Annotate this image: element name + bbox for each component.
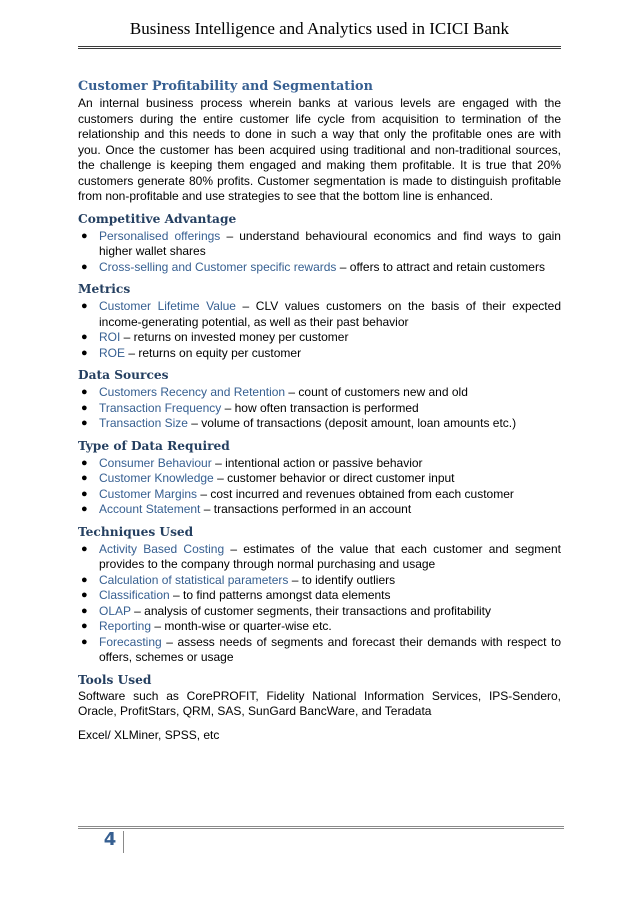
bullet-icon: ● bbox=[81, 456, 88, 469]
list-item-desc: – month-wise or quarter-wise etc. bbox=[151, 619, 332, 633]
footer-divider bbox=[123, 831, 124, 853]
bullet-icon: ● bbox=[81, 503, 88, 515]
list-item bbox=[78, 456, 561, 472]
bullet-icon: ● bbox=[81, 635, 88, 648]
tools-paragraph-secondary: Excel/ XLMiner, SPSS, etc bbox=[78, 727, 220, 742]
section-heading: Type of Data Required bbox=[78, 438, 230, 453]
bullet-icon: ● bbox=[81, 346, 88, 359]
list-item bbox=[78, 401, 561, 417]
intro-paragraph: An internal business process wherein banks at various levels are engaged with the customers during the entire customer life cycle from acquisition to termination of the relationship and this needs to done in such a way that only the profitable ones are with you. Once the customer has been acquired using traditional and non-traditional sources, the challenge is keeping them engaged and making them profitable. It is true that 20% customers generate 80% profits. Customer segmentation is made to distinguish profitable from non-profitable and use strategies to see that the bottom line is enhanced. bbox=[78, 96, 561, 203]
list-item bbox=[78, 502, 561, 518]
bullet-icon: ● bbox=[81, 386, 88, 398]
list-item-desc: – estimates of the value that each customer and segment provides to the company through normal purchasing and usage bbox=[99, 541, 561, 571]
bullet-icon: ● bbox=[81, 331, 88, 343]
bullet-list bbox=[78, 299, 561, 361]
bullet-icon: ● bbox=[81, 401, 88, 414]
list-item-term: Reporting bbox=[99, 619, 152, 633]
running-header: Business Intelligence and Analytics used in ICICI Bank bbox=[129, 19, 510, 38]
bullet-icon: ● bbox=[81, 472, 88, 484]
list-item bbox=[78, 542, 561, 573]
list-item bbox=[78, 573, 561, 589]
list-item bbox=[78, 635, 561, 666]
list-item-term: ROI bbox=[99, 330, 121, 344]
list-item bbox=[78, 416, 561, 432]
bullet-icon: ● bbox=[81, 620, 88, 632]
bullet-list bbox=[78, 542, 561, 666]
list-item-desc: – understand behavioural economics and find ways to gain higher wallet shares bbox=[99, 228, 561, 258]
bullet-icon: ● bbox=[81, 417, 88, 429]
list-item-desc: – count of customers new and old bbox=[285, 385, 468, 399]
section-heading: Data Sources bbox=[78, 368, 169, 382]
bullet-icon: ● bbox=[81, 589, 88, 601]
list-item-term: Transaction Size bbox=[99, 416, 188, 430]
list-item-term: ROE bbox=[99, 345, 126, 360]
list-item bbox=[78, 299, 561, 330]
list-item-term: Customer Knowledge bbox=[99, 471, 214, 485]
section-heading: Techniques Used bbox=[78, 524, 194, 539]
list-item-term: Calculation of statistical parameters bbox=[99, 572, 289, 587]
list-item-desc: – to find patterns amongst data elements bbox=[169, 588, 391, 602]
list-item-term: Transaction Frequency bbox=[99, 400, 222, 415]
list-item-desc: – customer behavior or direct customer input bbox=[213, 471, 455, 485]
bullet-list bbox=[78, 229, 561, 276]
list-item bbox=[78, 471, 561, 487]
list-item-term: Forecasting bbox=[99, 634, 162, 649]
list-item-term: Classification bbox=[99, 588, 170, 602]
list-item-desc: – analysis of customer segments, their transactions and profitability bbox=[130, 603, 491, 618]
list-item-desc: – cost incurred and revenues obtained from each customer bbox=[197, 486, 514, 501]
list-item-desc: – returns on equity per customer bbox=[125, 345, 302, 360]
list-item bbox=[78, 604, 561, 620]
tools-heading: Tools Used bbox=[78, 672, 152, 687]
list-item-desc: – how often transaction is performed bbox=[221, 400, 419, 415]
list-item-term: Customers Recency and Retention bbox=[99, 385, 286, 399]
bullet-list bbox=[78, 456, 561, 518]
main-heading: Customer Profitability and Segmentation bbox=[78, 79, 373, 94]
list-item-desc: – assess needs of segments and forecast their demands with respect to offers, schemes or usage bbox=[99, 634, 561, 664]
list-item-desc: – transactions performed in an account bbox=[200, 502, 412, 516]
list-item-desc: – returns on invested money per customer bbox=[120, 330, 349, 344]
list-item-desc: – volume of transactions (deposit amount, loan amounts etc.) bbox=[187, 416, 517, 430]
list-item bbox=[78, 346, 561, 362]
list-item bbox=[78, 487, 561, 503]
list-item bbox=[78, 588, 561, 604]
page-number: 4 bbox=[103, 829, 117, 850]
list-item bbox=[78, 260, 561, 276]
bullet-icon: ● bbox=[81, 487, 88, 500]
list-item-term: Consumer Behaviour bbox=[99, 455, 212, 470]
bullet-list bbox=[78, 385, 561, 432]
list-item-term: Customer Lifetime Value bbox=[99, 299, 236, 313]
header-rule bbox=[78, 46, 561, 49]
list-item-term: Cross-selling and Customer specific rewards bbox=[99, 259, 337, 274]
page-content bbox=[78, 78, 561, 743]
section-heading: Competitive Advantage bbox=[78, 211, 237, 226]
list-item-desc: – to identify outliers bbox=[288, 572, 396, 587]
footer-rule bbox=[78, 826, 564, 829]
list-item bbox=[78, 330, 561, 346]
list-item-desc: – CLV values customers on the basis of their expected income-generating potential, as well as their past behavior bbox=[99, 299, 561, 329]
list-item-term: OLAP bbox=[99, 603, 131, 618]
bullet-icon: ● bbox=[81, 229, 88, 242]
list-item bbox=[78, 385, 561, 401]
bullet-icon: ● bbox=[81, 604, 88, 617]
list-item bbox=[78, 619, 561, 635]
bullet-icon: ● bbox=[81, 573, 88, 586]
tools-paragraph: Software such as CorePROFIT, Fidelity National Information Services, IPS-Sendero, Oracle, ProfitStars, QRM, SAS, SunGard BancWare, and Teradata bbox=[78, 688, 561, 718]
list-item-term: Account Statement bbox=[99, 502, 201, 516]
bullet-icon: ● bbox=[81, 260, 88, 273]
list-item-term: Customer Margins bbox=[99, 486, 198, 501]
section-heading: Metrics bbox=[78, 282, 131, 296]
list-item bbox=[78, 229, 561, 260]
bullet-icon: ● bbox=[81, 300, 88, 312]
list-item-desc: – intentional action or passive behavior bbox=[211, 455, 423, 470]
list-item-term: Personalised offerings bbox=[99, 228, 221, 243]
list-item-term: Activity Based Costing bbox=[99, 541, 225, 556]
bullet-icon: ● bbox=[81, 542, 88, 555]
list-item-desc: – offers to attract and retain customers bbox=[336, 259, 545, 274]
